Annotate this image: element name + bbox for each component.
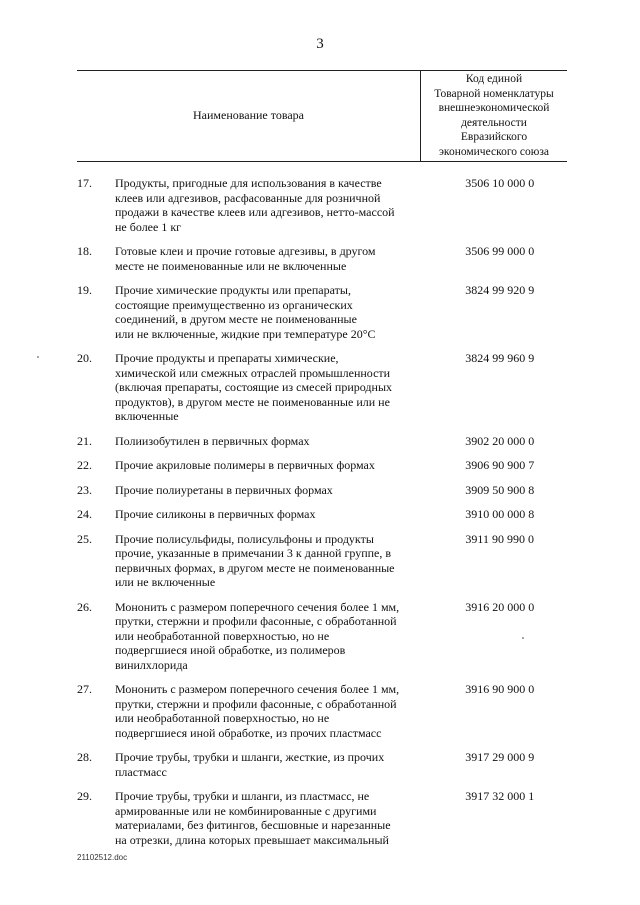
row-description: Прочие полисульфиды, полисульфоны и продукты прочие, указанные в примечании 3 к данной группе, в первичных формах, в другом месте не поименованные или не включенные (115, 531, 395, 589)
footer-filename: 21102512.doc (77, 853, 128, 862)
row-number: 19. (77, 283, 92, 297)
row-description: Полиизобутилен в первичных формах (115, 433, 310, 448)
row-description: Прочие акриловые полимеры в первичных формах (115, 458, 375, 472)
row-code: 3917 29 000 9 (465, 750, 535, 764)
table-row (77, 507, 567, 522)
row-description: Продукты, пригодные для использования в качестве клеев или адгезивов, расфасованные для розничной продажи в качестве клеев или адгезивов, нетто-массой не более 1 кг (115, 176, 395, 234)
row-number: 29. (77, 789, 92, 803)
row-description: Мононить с размером поперечного сечения более 1 мм, прутки, стержни и профили фасонные, с обработанной или необработанной поверхностью, но не подвергшиеся иной обработке, из полимеров винилхлорида (115, 599, 400, 672)
row-description: Прочие полиуретаны в первичных формах (115, 482, 333, 497)
table-row (77, 750, 567, 779)
code-column-header: Код единой Товарной номенклатуры внешнеэкономической деятельности Евразийского экономического союза (434, 73, 554, 158)
row-description: Прочие химические продукты или препараты, состоящие преимущественно из органических соединений, в другом месте не поименованные или не включенные, жидкие при температуре 20°С (115, 283, 376, 341)
row-code: 3916 20 000 0 (465, 599, 535, 614)
row-code: 3916 90 900 0 (465, 682, 535, 696)
row-code: 3911 90 990 0 (465, 531, 534, 546)
row-description: Прочие силиконы в первичных формах (115, 507, 316, 521)
row-code: 3910 00 000 8 (465, 507, 535, 521)
page-number: 3 (316, 36, 324, 52)
row-number: 23. (77, 482, 92, 497)
table-row (77, 351, 567, 424)
row-code: 3917 32 000 1 (465, 789, 535, 803)
row-number: 17. (77, 176, 92, 190)
row-code: 3906 90 900 7 (465, 458, 535, 472)
table-row (77, 434, 567, 449)
table-header-rule (77, 161, 567, 162)
row-number: 28. (77, 750, 92, 764)
row-code: 3824 99 960 9 (465, 351, 535, 365)
row-number: 25. (77, 531, 92, 546)
row-description: Прочие продукты и препараты химические, химической или смежных отраслей промышленности (включая препараты, состоящие из смесей природных продуктов), в другом месте не поименованные или не включенные (115, 351, 393, 423)
row-code: 3824 99 920 9 (465, 283, 535, 297)
row-description: Готовые клеи и прочие готовые адгезивы, в другом месте не поименованные или не включенные (115, 244, 376, 273)
table-row (77, 682, 567, 740)
table-row (77, 458, 567, 473)
table-row (77, 600, 567, 673)
row-number: 20. (77, 351, 92, 365)
row-number: 22. (77, 458, 92, 472)
goods-table-body (77, 176, 567, 857)
row-number: 24. (77, 507, 92, 521)
table-row (77, 176, 567, 234)
row-description: Мононить с размером поперечного сечения более 1 мм, прутки, стержни и профили фасонные, с обработанной или необработанной поверхностью, но не подвергшиеся иной обработке, из прочих пластмасс (115, 682, 400, 740)
table-row (77, 244, 567, 273)
row-number: 27. (77, 682, 92, 696)
row-code: 3506 99 000 0 (465, 244, 535, 258)
table-row (77, 532, 567, 590)
row-number: 21. (77, 433, 92, 448)
row-code: 3909 50 900 8 (465, 482, 535, 497)
row-code: 3506 10 000 0 (465, 176, 535, 190)
row-number: 18. (77, 244, 92, 258)
name-column-header: Наименование товара (192, 108, 304, 122)
row-description: Прочие трубы, трубки и шланги, жесткие, из прочих пластмасс (115, 750, 385, 779)
table-row (77, 283, 567, 341)
row-code: 3902 20 000 0 (465, 433, 535, 448)
table-row (77, 483, 567, 498)
row-number: 26. (77, 599, 92, 614)
scan-speck (37, 356, 39, 358)
scan-speck (522, 637, 524, 639)
table-row (77, 789, 567, 847)
row-description: Прочие трубы, трубки и шланги, из пластмасс, не армированные или не комбинированные с другими материалами, без фитингов, бесшовные и нарезанные на отрезки, длина которых превышает максимальный (115, 789, 391, 847)
